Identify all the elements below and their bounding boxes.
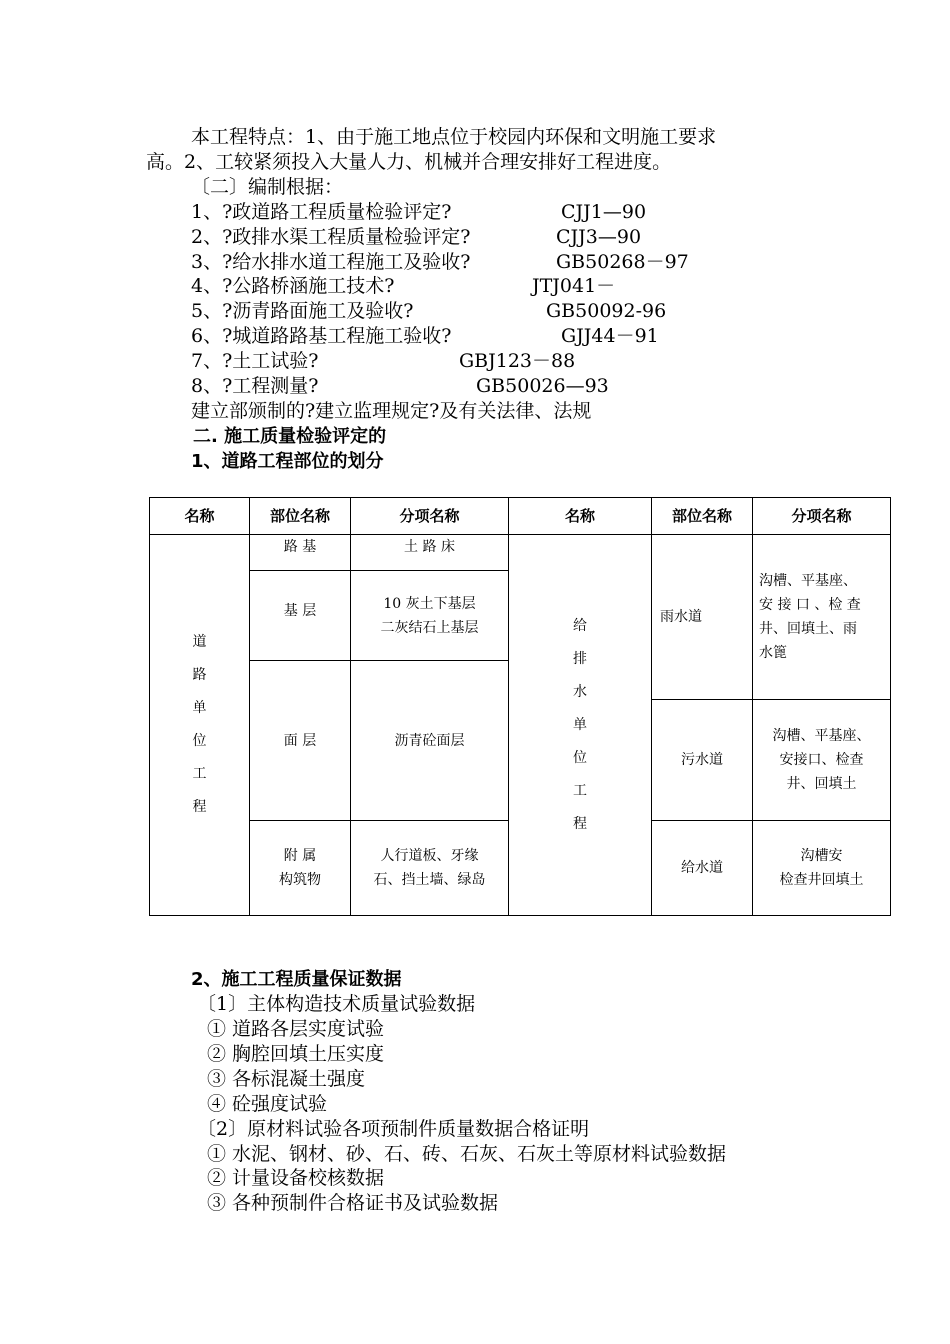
standard-code: GB50268－97 bbox=[556, 251, 689, 273]
division-table bbox=[149, 497, 891, 916]
item-cell bbox=[351, 571, 509, 661]
item-line: 人行道板、牙缘 bbox=[380, 847, 479, 864]
item-line: 安接口、检查 bbox=[779, 752, 864, 769]
part-cell: 基 层 bbox=[250, 571, 351, 661]
header-part: 部位名称 bbox=[652, 498, 753, 535]
part-cell bbox=[250, 820, 351, 915]
list-heading: 〔1〕主体构造技术质量试验数据 bbox=[197, 993, 476, 1015]
item-cell bbox=[753, 700, 891, 820]
part-line: 构筑物 bbox=[279, 871, 321, 888]
standard-code: GB50026—93 bbox=[476, 375, 609, 397]
item-line: 沟槽安 bbox=[800, 847, 843, 864]
list-item: ② 计量设备校核数据 bbox=[207, 1167, 385, 1189]
item-line: 井、回填土、雨 bbox=[759, 621, 857, 638]
list-item: ① 水泥、钢材、砂、石、砖、石灰、石灰土等原材料试验数据 bbox=[207, 1143, 727, 1165]
standard-code: CJJ1—90 bbox=[561, 201, 647, 223]
part-cell: 污水道 bbox=[652, 700, 753, 820]
basis-heading: 〔二〕编制根据： bbox=[191, 176, 344, 198]
part-line: 附 属 bbox=[283, 847, 317, 864]
item-line: 检查井回填土 bbox=[779, 871, 864, 888]
standard-code: GB50092-96 bbox=[546, 300, 667, 322]
header-item: 分项名称 bbox=[753, 498, 891, 535]
item-line: 10 灰土下基层 bbox=[383, 595, 476, 612]
header-name: 名称 bbox=[150, 498, 250, 535]
standard-title: 7、?土工试验? bbox=[191, 350, 319, 372]
item-line: 沟槽、平基座、 bbox=[759, 573, 857, 590]
drain-unit-label: 给排水单位工程 bbox=[573, 617, 587, 832]
list-item: ④ 砼强度试验 bbox=[207, 1093, 328, 1115]
item-line: 沟槽、平基座、 bbox=[772, 728, 871, 745]
header-item: 分项名称 bbox=[351, 498, 509, 535]
item-cell bbox=[351, 820, 509, 915]
standard-title: 2、?政排水渠工程质量检验评定? bbox=[191, 226, 471, 248]
item-cell: 土 路 床 bbox=[351, 535, 509, 571]
standard-title: 4、?公路桥涵施工技术? bbox=[191, 275, 395, 297]
list-item: ② 胸腔回填土压实度 bbox=[207, 1043, 385, 1065]
road-unit-label: 道路单位工程 bbox=[192, 634, 207, 816]
standard-title: 3、?给水排水道工程施工及验收? bbox=[191, 251, 471, 273]
part-cell: 路 基 bbox=[250, 535, 351, 571]
standard-code: GJJ44－91 bbox=[561, 325, 659, 347]
part-cell: 雨水道 bbox=[652, 535, 753, 700]
section-heading: 二. 施工质量检验评定的 bbox=[193, 426, 387, 447]
standard-title: 5、?沥青路面施工及验收? bbox=[191, 300, 414, 322]
standard-title: 8、?工程测量? bbox=[191, 375, 319, 397]
section-subheading: 1、道路工程部位的划分 bbox=[191, 451, 384, 472]
standard-code: JTJ041－ bbox=[532, 275, 616, 297]
part-cell: 给水道 bbox=[652, 820, 753, 915]
item-line: 石、挡土墙、绿岛 bbox=[373, 871, 486, 888]
road-unit-cell bbox=[150, 535, 250, 916]
item-line: 安 接 口 、检 查 bbox=[759, 597, 861, 614]
item-line: 井、回填土 bbox=[786, 776, 857, 793]
header-name: 名称 bbox=[509, 498, 652, 535]
standard-title: 1、?政道路工程质量检验评定? bbox=[191, 201, 452, 223]
list-item: ③ 各标混凝土强度 bbox=[207, 1068, 366, 1090]
section-heading: 2、施工工程质量保证数据 bbox=[191, 969, 402, 990]
item-cell bbox=[753, 535, 891, 700]
intro-line-1: 本工程特点：1、由于施工地点位于校园内环保和文明施工要求 bbox=[191, 126, 717, 148]
item-cell: 沥青砼面层 bbox=[351, 661, 509, 820]
standard-code: CJJ3—90 bbox=[556, 226, 642, 248]
item-line: 水篦 bbox=[759, 645, 787, 662]
item-cell bbox=[753, 820, 891, 915]
standard-code: GBJ123－88 bbox=[459, 350, 576, 372]
regulation-line: 建立部颁制的?建立监理规定?及有关法律、法规 bbox=[191, 400, 592, 422]
list-item: ③ 各种预制件合格证书及试验数据 bbox=[207, 1192, 499, 1214]
item-line: 二灰结石上基层 bbox=[380, 619, 479, 636]
header-part: 部位名称 bbox=[250, 498, 351, 535]
part-cell: 面 层 bbox=[250, 661, 351, 820]
intro-line-2: 高。2、工较紧须投入大量人力、机械并合理安排好工程进度。 bbox=[146, 151, 672, 173]
drain-unit-cell bbox=[509, 535, 652, 916]
list-item: ① 道路各层实度试验 bbox=[207, 1018, 385, 1040]
standard-title: 6、?城道路路基工程施工验收? bbox=[191, 325, 452, 347]
list-heading: 〔2〕原材料试验各项预制件质量数据合格证明 bbox=[197, 1118, 590, 1140]
